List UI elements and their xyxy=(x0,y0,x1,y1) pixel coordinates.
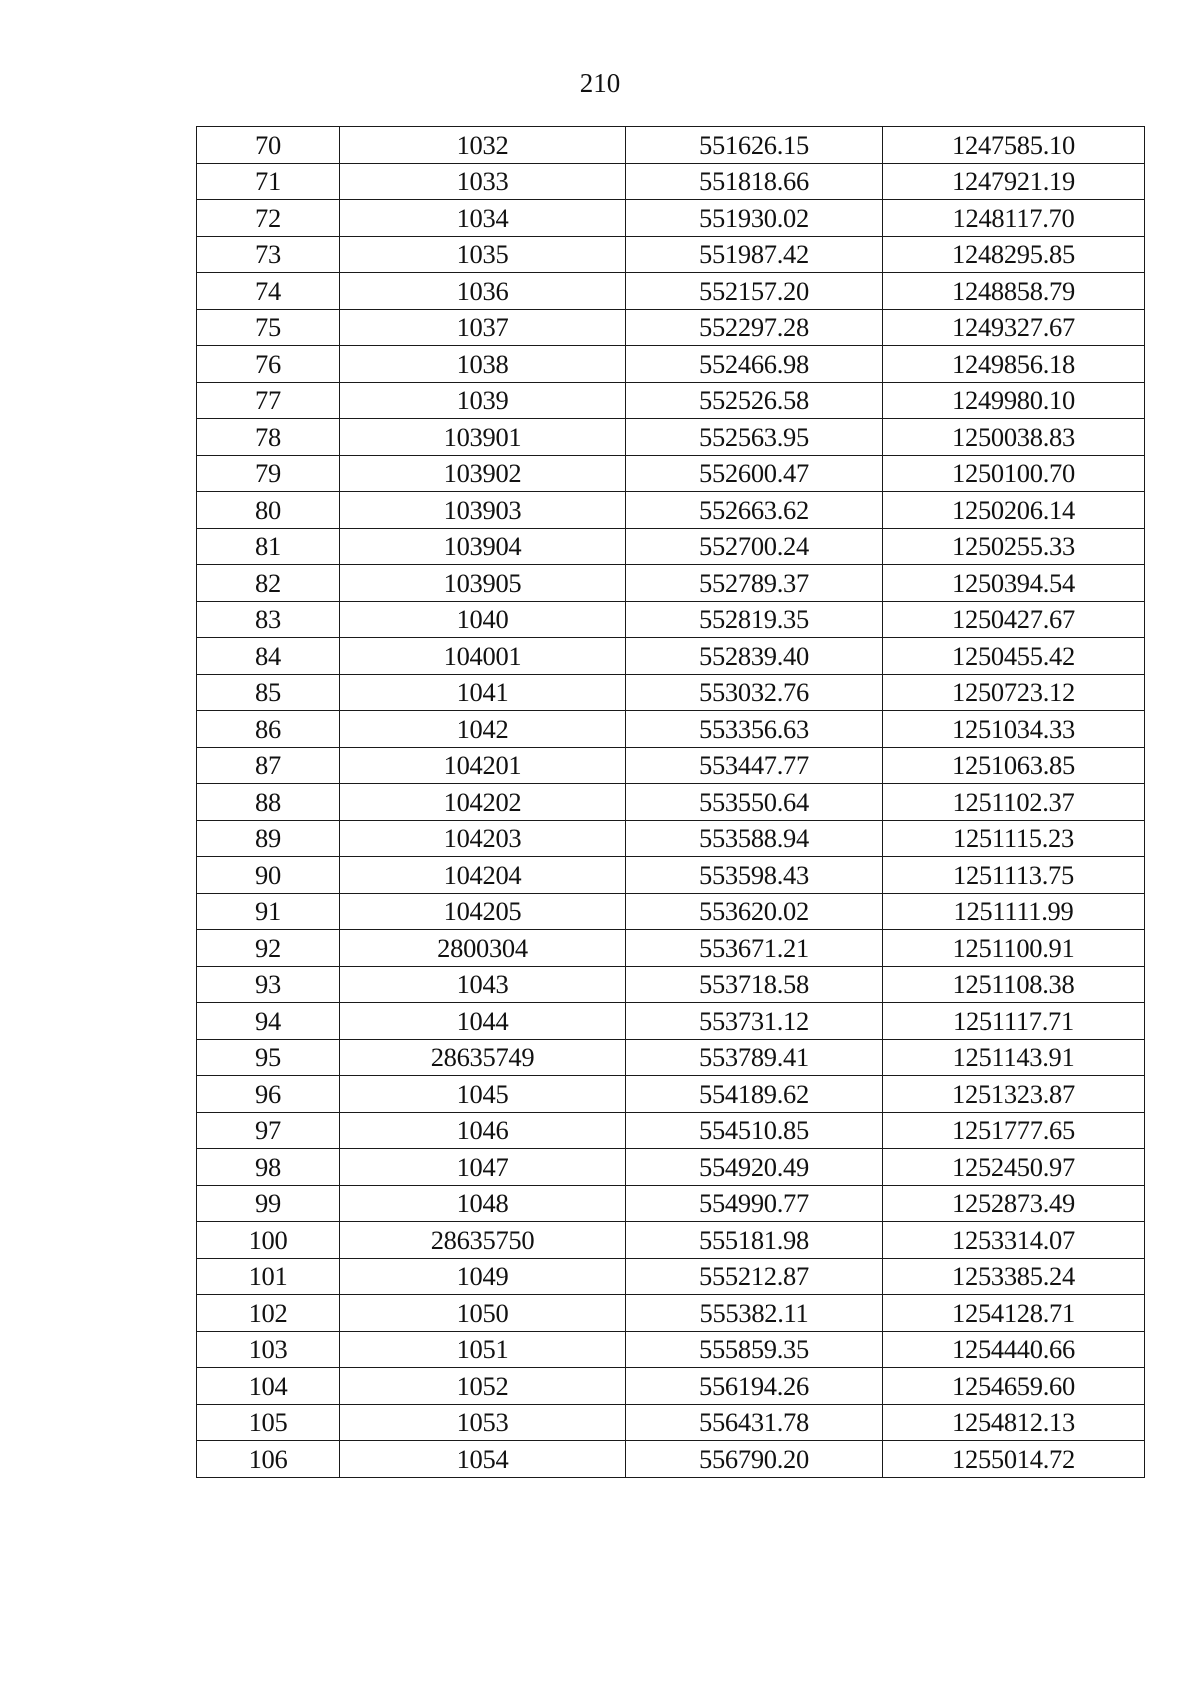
x-coordinate-cell: 555859.35 xyxy=(626,1331,883,1368)
x-coordinate-cell: 554189.62 xyxy=(626,1076,883,1113)
point-id-cell: 28635750 xyxy=(340,1222,626,1259)
point-id-cell: 104201 xyxy=(340,747,626,784)
point-id-cell: 1036 xyxy=(340,273,626,310)
row-number-cell: 97 xyxy=(197,1112,340,1149)
x-coordinate-cell: 551626.15 xyxy=(626,127,883,164)
point-id-cell: 103903 xyxy=(340,492,626,529)
row-number-cell: 75 xyxy=(197,309,340,346)
row-number-cell: 104 xyxy=(197,1368,340,1405)
y-coordinate-cell: 1254440.66 xyxy=(883,1331,1145,1368)
table-row xyxy=(197,893,1145,930)
point-id-cell: 1044 xyxy=(340,1003,626,1040)
y-coordinate-cell: 1249327.67 xyxy=(883,309,1145,346)
y-coordinate-cell: 1250206.14 xyxy=(883,492,1145,529)
row-number-cell: 84 xyxy=(197,638,340,675)
x-coordinate-cell: 556194.26 xyxy=(626,1368,883,1405)
table-row xyxy=(197,1295,1145,1332)
x-coordinate-cell: 556790.20 xyxy=(626,1441,883,1478)
row-number-cell: 72 xyxy=(197,200,340,237)
x-coordinate-cell: 553356.63 xyxy=(626,711,883,748)
x-coordinate-cell: 552466.98 xyxy=(626,346,883,383)
point-id-cell: 1048 xyxy=(340,1185,626,1222)
row-number-cell: 80 xyxy=(197,492,340,529)
table-row xyxy=(197,601,1145,638)
point-id-cell: 1043 xyxy=(340,966,626,1003)
x-coordinate-cell: 555382.11 xyxy=(626,1295,883,1332)
table-row xyxy=(197,419,1145,456)
point-id-cell: 1045 xyxy=(340,1076,626,1113)
x-coordinate-cell: 552600.47 xyxy=(626,455,883,492)
x-coordinate-cell: 555181.98 xyxy=(626,1222,883,1259)
y-coordinate-cell: 1251143.91 xyxy=(883,1039,1145,1076)
x-coordinate-cell: 552700.24 xyxy=(626,528,883,565)
row-number-cell: 94 xyxy=(197,1003,340,1040)
table-row xyxy=(197,1368,1145,1405)
y-coordinate-cell: 1248117.70 xyxy=(883,200,1145,237)
table-row xyxy=(197,857,1145,894)
x-coordinate-cell: 552297.28 xyxy=(626,309,883,346)
y-coordinate-cell: 1254128.71 xyxy=(883,1295,1145,1332)
row-number-cell: 96 xyxy=(197,1076,340,1113)
row-number-cell: 81 xyxy=(197,528,340,565)
point-id-cell: 1046 xyxy=(340,1112,626,1149)
y-coordinate-cell: 1251100.91 xyxy=(883,930,1145,967)
y-coordinate-cell: 1253314.07 xyxy=(883,1222,1145,1259)
point-id-cell: 1042 xyxy=(340,711,626,748)
row-number-cell: 87 xyxy=(197,747,340,784)
point-id-cell: 104205 xyxy=(340,893,626,930)
point-id-cell: 1032 xyxy=(340,127,626,164)
row-number-cell: 102 xyxy=(197,1295,340,1332)
y-coordinate-cell: 1251063.85 xyxy=(883,747,1145,784)
x-coordinate-cell: 553032.76 xyxy=(626,674,883,711)
row-number-cell: 83 xyxy=(197,601,340,638)
row-number-cell: 82 xyxy=(197,565,340,602)
row-number-cell: 106 xyxy=(197,1441,340,1478)
table-row xyxy=(197,820,1145,857)
table-row xyxy=(197,1039,1145,1076)
row-number-cell: 95 xyxy=(197,1039,340,1076)
row-number-cell: 101 xyxy=(197,1258,340,1295)
point-id-cell: 103902 xyxy=(340,455,626,492)
point-id-cell: 1047 xyxy=(340,1149,626,1186)
table-row xyxy=(197,674,1145,711)
x-coordinate-cell: 552839.40 xyxy=(626,638,883,675)
row-number-cell: 88 xyxy=(197,784,340,821)
table-row xyxy=(197,1003,1145,1040)
y-coordinate-cell: 1251034.33 xyxy=(883,711,1145,748)
table-row xyxy=(197,1441,1145,1478)
coordinates-table-body xyxy=(197,127,1145,1478)
row-number-cell: 79 xyxy=(197,455,340,492)
y-coordinate-cell: 1248858.79 xyxy=(883,273,1145,310)
y-coordinate-cell: 1252450.97 xyxy=(883,1149,1145,1186)
row-number-cell: 76 xyxy=(197,346,340,383)
row-number-cell: 99 xyxy=(197,1185,340,1222)
row-number-cell: 70 xyxy=(197,127,340,164)
table-row xyxy=(197,784,1145,821)
x-coordinate-cell: 552819.35 xyxy=(626,601,883,638)
point-id-cell: 1054 xyxy=(340,1441,626,1478)
x-coordinate-cell: 553550.64 xyxy=(626,784,883,821)
y-coordinate-cell: 1251323.87 xyxy=(883,1076,1145,1113)
point-id-cell: 28635749 xyxy=(340,1039,626,1076)
table-row xyxy=(197,1222,1145,1259)
y-coordinate-cell: 1252873.49 xyxy=(883,1185,1145,1222)
y-coordinate-cell: 1254659.60 xyxy=(883,1368,1145,1405)
row-number-cell: 71 xyxy=(197,163,340,200)
y-coordinate-cell: 1253385.24 xyxy=(883,1258,1145,1295)
table-row xyxy=(197,492,1145,529)
row-number-cell: 85 xyxy=(197,674,340,711)
x-coordinate-cell: 553598.43 xyxy=(626,857,883,894)
y-coordinate-cell: 1248295.85 xyxy=(883,236,1145,273)
y-coordinate-cell: 1251102.37 xyxy=(883,784,1145,821)
y-coordinate-cell: 1251113.75 xyxy=(883,857,1145,894)
y-coordinate-cell: 1247921.19 xyxy=(883,163,1145,200)
row-number-cell: 91 xyxy=(197,893,340,930)
x-coordinate-cell: 552526.58 xyxy=(626,382,883,419)
y-coordinate-cell: 1251115.23 xyxy=(883,820,1145,857)
table-row xyxy=(197,930,1145,967)
point-id-cell: 104204 xyxy=(340,857,626,894)
y-coordinate-cell: 1250455.42 xyxy=(883,638,1145,675)
y-coordinate-cell: 1247585.10 xyxy=(883,127,1145,164)
page-number: 210 xyxy=(579,68,621,98)
point-id-cell: 1052 xyxy=(340,1368,626,1405)
y-coordinate-cell: 1250100.70 xyxy=(883,455,1145,492)
point-id-cell: 1034 xyxy=(340,200,626,237)
x-coordinate-cell: 553588.94 xyxy=(626,820,883,857)
point-id-cell: 104202 xyxy=(340,784,626,821)
x-coordinate-cell: 552663.62 xyxy=(626,492,883,529)
x-coordinate-cell: 556431.78 xyxy=(626,1404,883,1441)
point-id-cell: 1040 xyxy=(340,601,626,638)
row-number-cell: 77 xyxy=(197,382,340,419)
row-number-cell: 92 xyxy=(197,930,340,967)
point-id-cell: 1039 xyxy=(340,382,626,419)
table-row xyxy=(197,382,1145,419)
table-row xyxy=(197,565,1145,602)
point-id-cell: 1035 xyxy=(340,236,626,273)
table-row xyxy=(197,966,1145,1003)
x-coordinate-cell: 552563.95 xyxy=(626,419,883,456)
row-number-cell: 86 xyxy=(197,711,340,748)
x-coordinate-cell: 551987.42 xyxy=(626,236,883,273)
y-coordinate-cell: 1250038.83 xyxy=(883,419,1145,456)
table-row xyxy=(197,747,1145,784)
point-id-cell: 104001 xyxy=(340,638,626,675)
y-coordinate-cell: 1251117.71 xyxy=(883,1003,1145,1040)
row-number-cell: 103 xyxy=(197,1331,340,1368)
point-id-cell: 1053 xyxy=(340,1404,626,1441)
table-row xyxy=(197,200,1145,237)
y-coordinate-cell: 1249980.10 xyxy=(883,382,1145,419)
y-coordinate-cell: 1250723.12 xyxy=(883,674,1145,711)
point-id-cell: 103901 xyxy=(340,419,626,456)
table-row xyxy=(197,1076,1145,1113)
table-row xyxy=(197,236,1145,273)
row-number-cell: 105 xyxy=(197,1404,340,1441)
x-coordinate-cell: 553731.12 xyxy=(626,1003,883,1040)
point-id-cell: 103904 xyxy=(340,528,626,565)
point-id-cell: 104203 xyxy=(340,820,626,857)
point-id-cell: 1037 xyxy=(340,309,626,346)
x-coordinate-cell: 554510.85 xyxy=(626,1112,883,1149)
x-coordinate-cell: 553718.58 xyxy=(626,966,883,1003)
x-coordinate-cell: 553620.02 xyxy=(626,893,883,930)
x-coordinate-cell: 551818.66 xyxy=(626,163,883,200)
x-coordinate-cell: 551930.02 xyxy=(626,200,883,237)
y-coordinate-cell: 1249856.18 xyxy=(883,346,1145,383)
x-coordinate-cell: 552789.37 xyxy=(626,565,883,602)
y-coordinate-cell: 1250394.54 xyxy=(883,565,1145,602)
row-number-cell: 78 xyxy=(197,419,340,456)
y-coordinate-cell: 1250255.33 xyxy=(883,528,1145,565)
row-number-cell: 93 xyxy=(197,966,340,1003)
point-id-cell: 2800304 xyxy=(340,930,626,967)
x-coordinate-cell: 553447.77 xyxy=(626,747,883,784)
row-number-cell: 100 xyxy=(197,1222,340,1259)
point-id-cell: 1050 xyxy=(340,1295,626,1332)
y-coordinate-cell: 1251111.99 xyxy=(883,893,1145,930)
x-coordinate-cell: 553671.21 xyxy=(626,930,883,967)
row-number-cell: 74 xyxy=(197,273,340,310)
table-row xyxy=(197,1404,1145,1441)
point-id-cell: 1051 xyxy=(340,1331,626,1368)
coordinates-table xyxy=(196,126,1145,1478)
y-coordinate-cell: 1251108.38 xyxy=(883,966,1145,1003)
table-row xyxy=(197,528,1145,565)
row-number-cell: 73 xyxy=(197,236,340,273)
x-coordinate-cell: 555212.87 xyxy=(626,1258,883,1295)
table-row xyxy=(197,1112,1145,1149)
table-row xyxy=(197,455,1145,492)
y-coordinate-cell: 1250427.67 xyxy=(883,601,1145,638)
table-row xyxy=(197,309,1145,346)
table-row xyxy=(197,1149,1145,1186)
table-row xyxy=(197,1331,1145,1368)
row-number-cell: 89 xyxy=(197,820,340,857)
row-number-cell: 90 xyxy=(197,857,340,894)
table-row xyxy=(197,638,1145,675)
table-row xyxy=(197,163,1145,200)
point-id-cell: 1033 xyxy=(340,163,626,200)
table-row xyxy=(197,1258,1145,1295)
row-number-cell: 98 xyxy=(197,1149,340,1186)
table-row xyxy=(197,273,1145,310)
point-id-cell: 1041 xyxy=(340,674,626,711)
point-id-cell: 103905 xyxy=(340,565,626,602)
x-coordinate-cell: 554920.49 xyxy=(626,1149,883,1186)
table-row xyxy=(197,346,1145,383)
point-id-cell: 1038 xyxy=(340,346,626,383)
table-row xyxy=(197,127,1145,164)
y-coordinate-cell: 1255014.72 xyxy=(883,1441,1145,1478)
table-row xyxy=(197,711,1145,748)
y-coordinate-cell: 1254812.13 xyxy=(883,1404,1145,1441)
point-id-cell: 1049 xyxy=(340,1258,626,1295)
x-coordinate-cell: 553789.41 xyxy=(626,1039,883,1076)
table-row xyxy=(197,1185,1145,1222)
x-coordinate-cell: 554990.77 xyxy=(626,1185,883,1222)
y-coordinate-cell: 1251777.65 xyxy=(883,1112,1145,1149)
x-coordinate-cell: 552157.20 xyxy=(626,273,883,310)
